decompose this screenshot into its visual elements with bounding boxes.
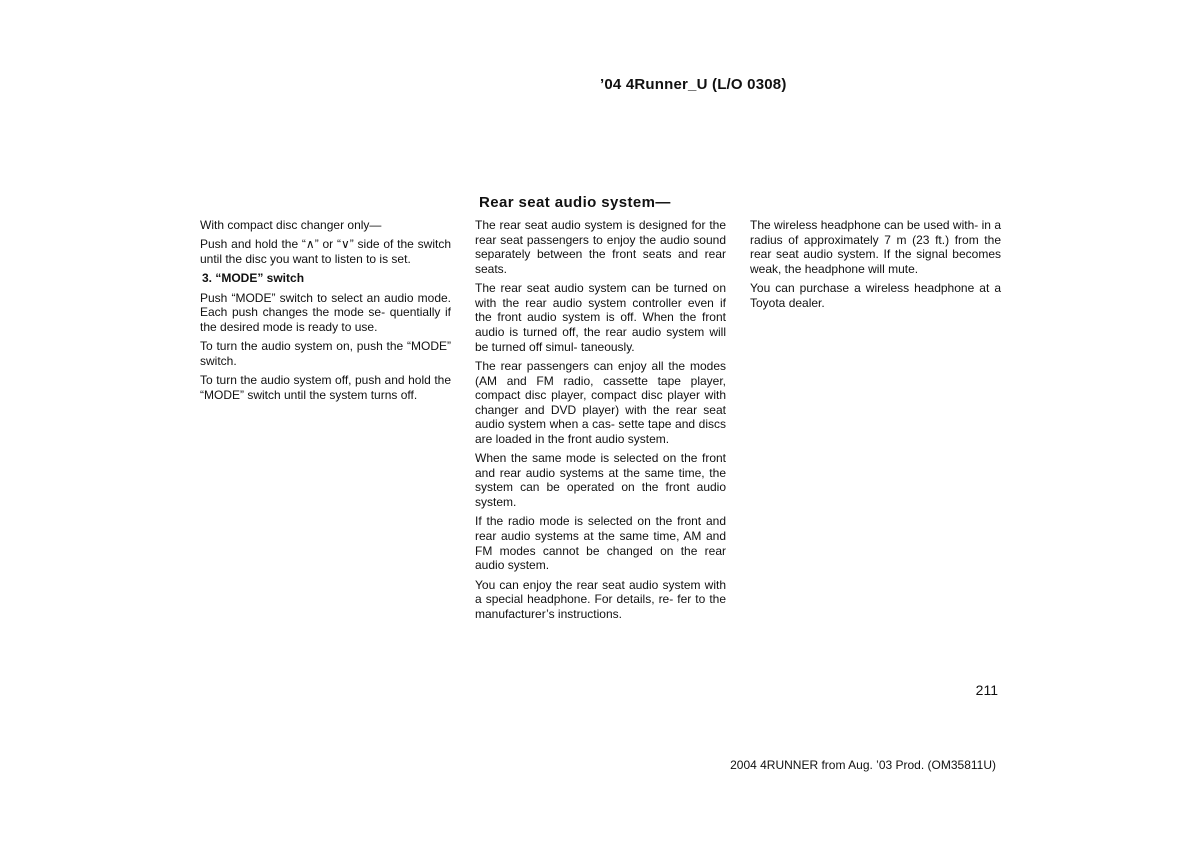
paragraph: The rear seat audio system is designed for the rear seat passengers to enjoy the audio sound separately between the front seats and rear seats.	[475, 218, 726, 276]
paragraph: If the radio mode is selected on the front and rear audio systems at the same time, AM and FM modes cannot be changed on the rear audio system.	[475, 514, 726, 573]
right-column	[750, 218, 1001, 315]
paragraph: You can purchase a wireless headphone at a Toyota dealer.	[750, 281, 1001, 310]
subheading-mode-switch: 3. “MODE” switch	[202, 271, 305, 286]
paragraph: When the same mode is selected on the front and rear audio systems at the same time, the system can be operated on the front audio system.	[475, 451, 726, 510]
paragraph: With compact disc changer only—	[200, 218, 382, 232]
middle-column	[475, 218, 726, 626]
section-heading: Rear seat audio system—	[479, 194, 671, 211]
document-footer: 2004 4RUNNER from Aug. ’03 Prod. (OM35811U)	[730, 758, 996, 772]
paragraph: The rear seat audio system can be turned on with the rear audio system controller even if the front audio system is off. When the front audio is turned off, the rear audio system will be turned off simul- taneously.	[475, 281, 726, 354]
paragraph: To turn the audio system off, push and hold the “MODE” switch until the system turns off.	[200, 373, 451, 402]
paragraph: Push and hold the “∧” or “∨” side of the switch until the disc you want to listen to is set.	[200, 237, 451, 266]
paragraph: Push “MODE” switch to select an audio mode. Each push changes the mode se- quentially if the desired mode is ready to use.	[200, 290, 451, 334]
document-header-title: ’04 4Runner_U (L/O 0308)	[600, 76, 787, 93]
paragraph: The rear passengers can enjoy all the modes (AM and FM radio, cassette tape player, compact disc player, compact disc player with changer and DVD player) with the rear seat audio system when a cas- sette tape and discs are loaded in the front audio system.	[475, 358, 726, 446]
page-number: 211	[975, 682, 998, 698]
paragraph: The wireless headphone can be used with- in a radius of approximately 7 m (23 ft.) from the rear seat audio system. If the signal becomes weak, the headphone will mute.	[750, 218, 1001, 276]
left-column	[200, 218, 451, 407]
paragraph: To turn the audio system on, push the “MODE” switch.	[200, 339, 451, 368]
paragraph: You can enjoy the rear seat audio system with a special headphone. For details, re- fer to the manufacturer’s instructions.	[475, 577, 726, 621]
